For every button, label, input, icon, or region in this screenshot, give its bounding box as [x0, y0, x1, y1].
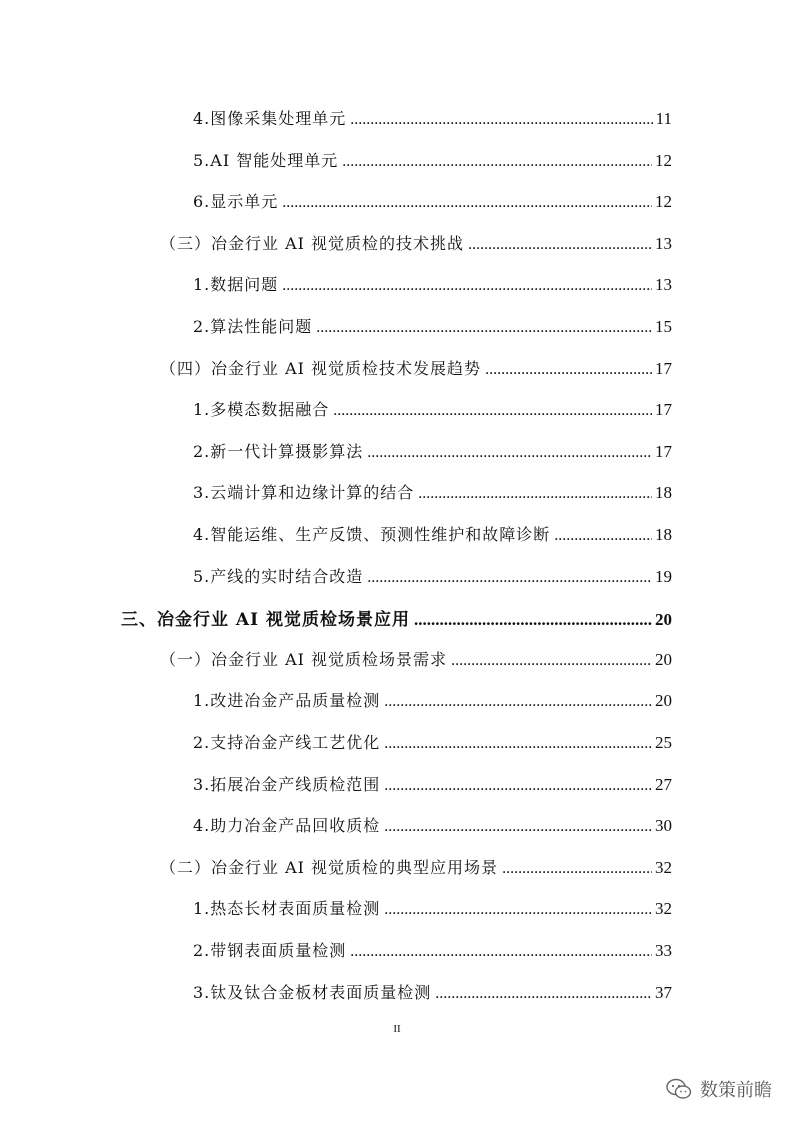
toc-entry-page: 18: [655, 525, 672, 544]
dot-leader: [316, 319, 652, 337]
dot-leader: [384, 777, 652, 795]
dot-leader: [367, 444, 652, 462]
toc-entry-page: 20: [655, 610, 672, 629]
toc-entry[interactable]: [193, 439, 672, 462]
toc-entry-page: 18: [655, 483, 672, 502]
toc-entry[interactable]: [193, 772, 672, 795]
toc-entry-page: 12: [655, 151, 672, 170]
page-number: II: [393, 1023, 401, 1035]
dot-leader: [384, 735, 652, 753]
toc-entry[interactable]: [193, 272, 672, 295]
dot-leader: [435, 985, 652, 1003]
toc-entry-page: 12: [655, 192, 672, 211]
toc-entry-page: 27: [655, 775, 672, 794]
toc-entry-label: （四）冶金行业 AI 视觉质检技术发展趋势: [160, 359, 482, 378]
dot-leader: [384, 818, 652, 836]
toc-entry-page: 25: [655, 733, 672, 752]
toc-entry[interactable]: [193, 480, 672, 503]
dot-leader: [333, 402, 652, 420]
toc-entry[interactable]: [193, 314, 672, 337]
toc-entry-label: （二）冶金行业 AI 视觉质检的典型应用场景: [160, 858, 499, 877]
toc-entry-page: 13: [655, 275, 672, 294]
toc-entry-page: 37: [655, 983, 672, 1002]
toc-entry-label: （三）冶金行业 AI 视觉质检的技术挑战: [160, 234, 465, 253]
toc-entry-label: 3.钛及钛合金板材表面质量检测: [193, 983, 432, 1002]
dot-leader: [468, 236, 652, 254]
toc-entry[interactable]: [160, 356, 672, 379]
dot-leader: [350, 111, 652, 129]
dot-leader: [282, 277, 652, 295]
toc-entry-label: 1.改进冶金产品质量检测: [193, 691, 381, 710]
toc-entry[interactable]: [193, 106, 672, 129]
toc-entry-label: 4.智能运维、生产反馈、预测性维护和故障诊断: [193, 525, 551, 544]
wechat-icon: [666, 1078, 692, 1100]
dot-leader: [414, 610, 652, 630]
toc-entry-page: 11: [655, 109, 672, 128]
toc-entry[interactable]: [193, 189, 672, 212]
toc-entry-page: 19: [655, 567, 672, 586]
toc-entry[interactable]: [193, 730, 672, 753]
toc-entry-page: 32: [655, 899, 672, 918]
toc-entry[interactable]: [193, 564, 672, 587]
toc-entry-label: 6.显示单元: [193, 192, 279, 211]
toc-entry-label: 2.支持冶金产线工艺优化: [193, 733, 381, 752]
toc-entry-label: 5.AI 智能处理单元: [193, 151, 339, 170]
toc-entry-page: 13: [655, 234, 672, 253]
toc-entry-label: 1.热态长材表面质量检测: [193, 899, 381, 918]
toc-entry-page: 32: [655, 858, 672, 877]
dot-leader: [485, 361, 652, 379]
toc-entry-page: 33: [655, 941, 672, 960]
toc-entry[interactable]: [160, 855, 672, 878]
toc-entry[interactable]: [193, 938, 672, 961]
toc-entry[interactable]: [193, 688, 672, 711]
toc-entry-page: 17: [655, 400, 672, 419]
toc-entry-label: 2.算法性能问题: [193, 317, 313, 336]
toc-entry-page: 15: [655, 317, 672, 336]
toc-entry-page: 30: [655, 816, 672, 835]
toc-entry[interactable]: [193, 148, 672, 171]
dot-leader: [451, 652, 652, 670]
toc-entry-label: （一）冶金行业 AI 视觉质检场景需求: [160, 650, 448, 669]
dot-leader: [384, 693, 652, 711]
toc-entry-page: 17: [655, 442, 672, 461]
dot-leader: [418, 485, 652, 503]
toc-entry-label: 2.带钢表面质量检测: [193, 941, 347, 960]
toc-entry[interactable]: [193, 980, 672, 1003]
toc-entry[interactable]: [193, 813, 672, 836]
dot-leader: [350, 943, 652, 961]
toc-entry-label: 4.助力冶金产品回收质检: [193, 816, 381, 835]
toc-entry-label: 4.图像采集处理单元: [193, 109, 347, 128]
toc-entry-label: 3.云端计算和边缘计算的结合: [193, 483, 415, 502]
toc-entry-label: 三、冶金行业 AI 视觉质检场景应用: [121, 610, 410, 630]
toc-entry[interactable]: [193, 522, 672, 545]
toc-entry-page: 17: [655, 359, 672, 378]
toc-entry-label: 1.多模态数据融合: [193, 400, 330, 419]
watermark-text: 数策前瞻: [700, 1080, 772, 1101]
dot-leader: [342, 153, 652, 171]
toc-entry-page: 20: [655, 650, 672, 669]
toc-entry[interactable]: [193, 397, 672, 420]
toc-entry-label: 2.新一代计算摄影算法: [193, 442, 364, 461]
dot-leader: [367, 569, 652, 587]
dot-leader: [502, 860, 652, 878]
toc-entry[interactable]: [121, 605, 672, 630]
dot-leader: [282, 194, 652, 212]
toc-entry-label: 1.数据问题: [193, 275, 279, 294]
dot-leader: [554, 527, 652, 545]
toc-entry[interactable]: [160, 647, 672, 670]
toc-entry[interactable]: [193, 896, 672, 919]
toc-entry-page: 20: [655, 691, 672, 710]
watermark: [666, 1076, 772, 1102]
toc-entry-label: 3.拓展冶金产线质检范围: [193, 775, 381, 794]
toc-entry[interactable]: [160, 231, 672, 254]
dot-leader: [384, 901, 652, 919]
toc-entry-label: 5.产线的实时结合改造: [193, 567, 364, 586]
